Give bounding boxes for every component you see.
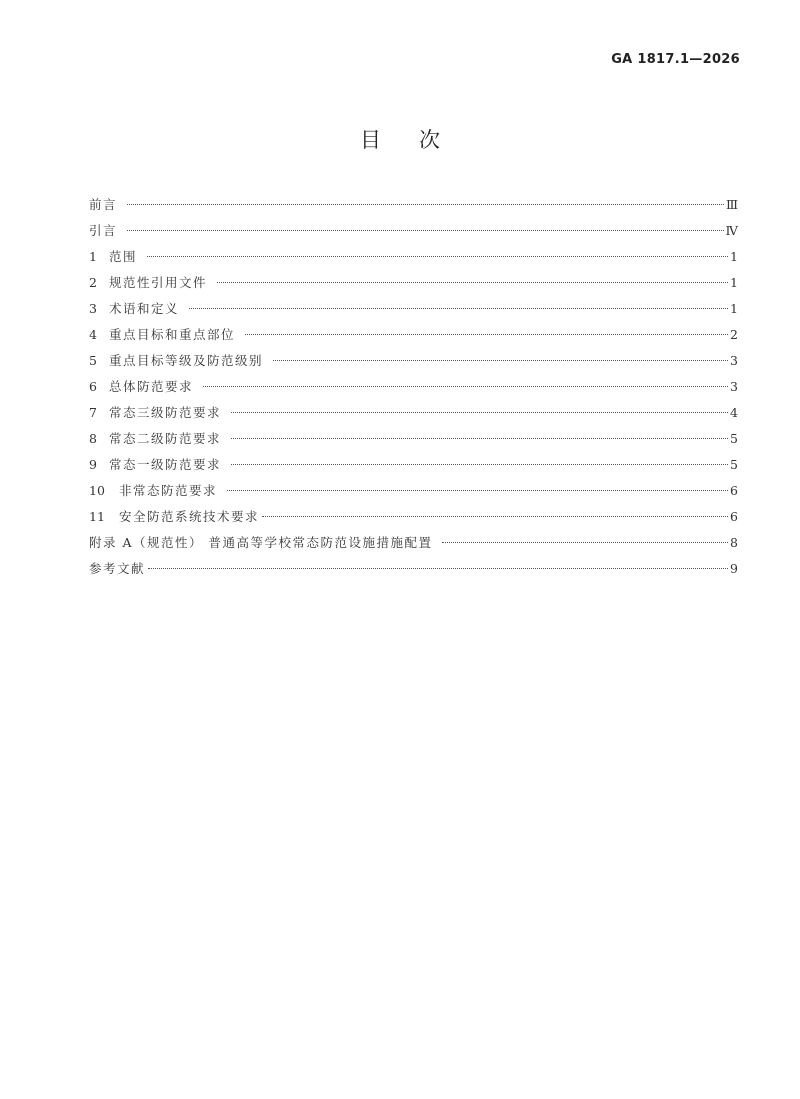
toc-leader-dots [442, 542, 728, 543]
toc-entry-label: 常态三级防范要求 [109, 405, 222, 420]
toc-leader-dots [245, 334, 728, 335]
toc-entry-appendix-a[interactable] [89, 530, 738, 556]
toc-entry-normative-references[interactable] [89, 270, 738, 296]
toc-entry-non-normal[interactable] [89, 478, 738, 504]
toc-entry-label: 规范性引用文件 [109, 275, 208, 290]
toc-entry-level-three[interactable] [89, 400, 738, 426]
toc-page-number: 1 [730, 275, 738, 290]
toc-entry-label: 重点目标等级及防范级别 [109, 353, 264, 368]
toc-section-number: 8 [89, 431, 97, 446]
toc-leader-dots [127, 230, 723, 231]
toc-leader-dots [148, 568, 728, 569]
toc-leader-dots [217, 282, 728, 283]
toc-entry-label: 常态二级防范要求 [109, 431, 222, 446]
toc-entry-label: 参考文献 [89, 561, 146, 576]
toc-section-number: 7 [89, 405, 97, 420]
toc-section-number: 2 [89, 275, 97, 290]
toc-entry-label: 总体防范要求 [109, 379, 194, 394]
toc-entry-general-requirements[interactable] [89, 374, 738, 400]
toc-page-number: 9 [730, 561, 738, 576]
toc-entry-foreword[interactable] [89, 192, 738, 218]
toc-entry-scope[interactable] [89, 244, 738, 270]
toc-section-number: 11 [89, 509, 105, 524]
toc-section-number: 10 [89, 483, 105, 498]
toc-page-number: 2 [730, 327, 738, 342]
toc-leader-dots [231, 464, 728, 465]
toc-entry-introduction[interactable] [89, 218, 738, 244]
toc-section-number: 6 [89, 379, 97, 394]
toc-page-number: 1 [730, 301, 738, 316]
toc-entry-label: 引言 [89, 223, 118, 238]
toc-page-number: 3 [730, 379, 738, 394]
toc-entry-label: 安全防范系统技术要求 [119, 509, 260, 524]
toc-page-number: 5 [730, 457, 738, 472]
toc-entry-label: 非常态防范要求 [119, 483, 218, 498]
toc-entry-label: 前言 [89, 197, 118, 212]
toc-section-number: 4 [89, 327, 97, 342]
toc-leader-dots [189, 308, 728, 309]
toc-page-number: 3 [730, 353, 738, 368]
toc-entry-label: 常态一级防范要求 [109, 457, 222, 472]
toc-section-number: 5 [89, 353, 97, 368]
toc-leader-dots [227, 490, 728, 491]
toc-page-number: Ⅲ [725, 197, 738, 212]
toc-section-number: 1 [89, 249, 97, 264]
toc-leader-dots [273, 360, 728, 361]
toc-entry-label: 重点目标和重点部位 [109, 327, 236, 342]
toc-entry-label: 术语和定义 [109, 301, 180, 316]
toc-entry-target-levels[interactable] [89, 348, 738, 374]
toc-section-number: 3 [89, 301, 97, 316]
toc-page-number: 5 [730, 431, 738, 446]
toc-leader-dots [231, 438, 728, 439]
toc-section-number: 9 [89, 457, 97, 472]
toc-leader-dots [231, 412, 728, 413]
toc-leader-dots [262, 516, 728, 517]
page-title: 目次 [360, 128, 478, 152]
toc-page-number: 6 [730, 509, 738, 524]
toc-leader-dots [127, 204, 724, 205]
toc-entry-system-technical[interactable] [89, 504, 738, 530]
toc-entry-key-targets[interactable] [89, 322, 738, 348]
toc-entry-terms-definitions[interactable] [89, 296, 738, 322]
toc-entry-level-one[interactable] [89, 452, 738, 478]
toc-page-number: 6 [730, 483, 738, 498]
toc-page-number: 4 [730, 405, 738, 420]
toc-entry-label: 范围 [109, 249, 138, 264]
toc-page-number: 8 [730, 535, 738, 550]
toc-page-number: 1 [730, 249, 738, 264]
toc-entry-bibliography[interactable] [89, 556, 738, 582]
standard-code: GA 1817.1—2026 [611, 52, 740, 67]
toc-leader-dots [147, 256, 728, 257]
toc-entry-label: 附录 A（规范性） 普通高等学校常态防范设施措施配置 [89, 535, 433, 550]
toc-entry-level-two[interactable] [89, 426, 738, 452]
table-of-contents [89, 192, 738, 582]
toc-page-number: Ⅳ [725, 223, 738, 238]
toc-leader-dots [203, 386, 728, 387]
